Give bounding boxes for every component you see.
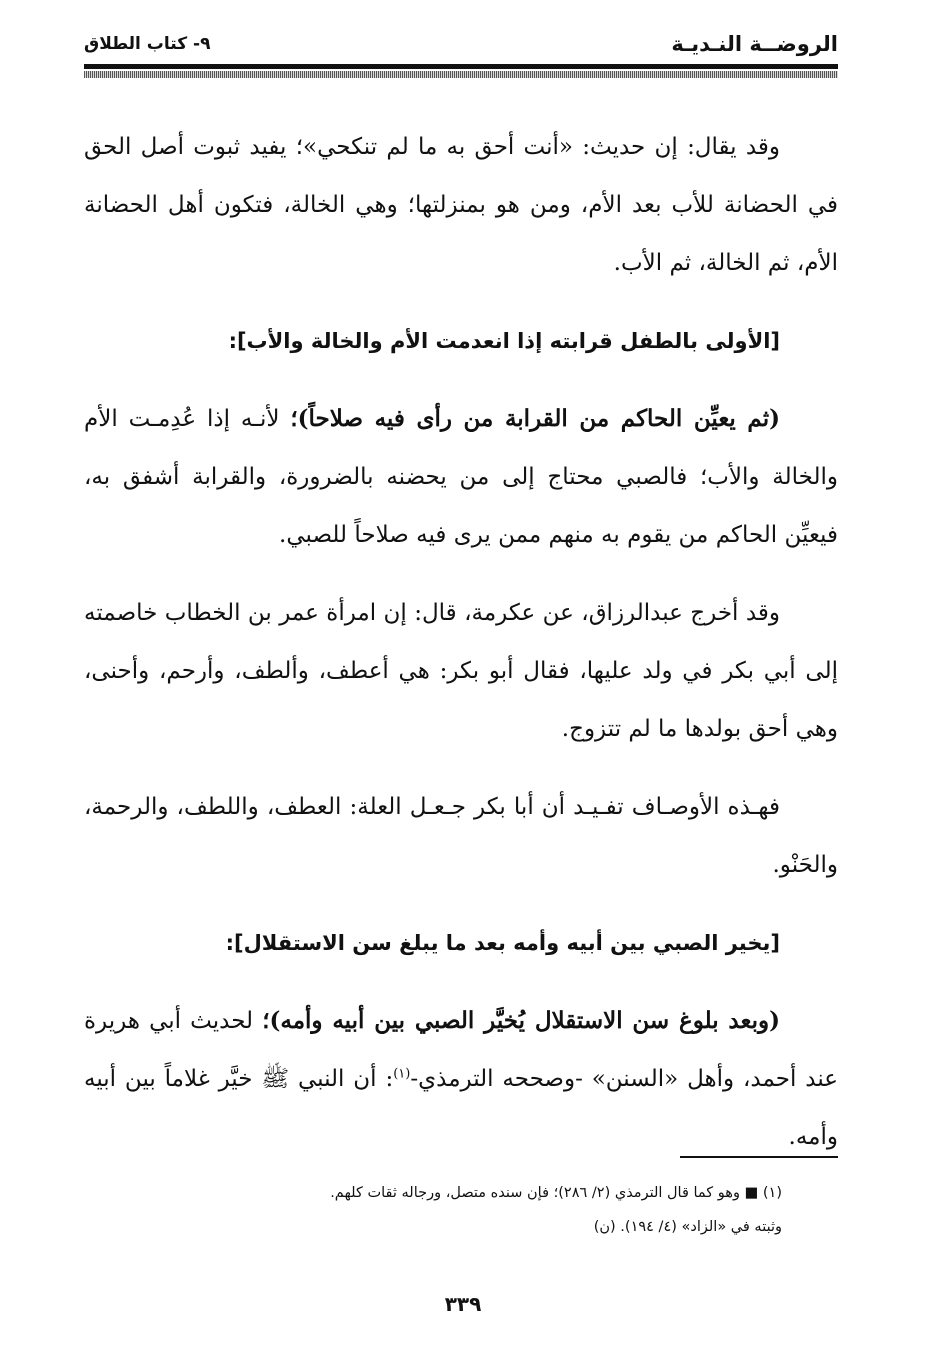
page-number: ٣٣٩ [444, 1292, 482, 1316]
footnote-1-line-2: وثبته في «الزاد» (٤/ ١٩٤). (ن) [593, 1219, 782, 1235]
book-title: الروضــة النـديـة [671, 32, 838, 56]
paragraph-1: وقد يقال: إن حديث: «أنت أحق به ما لم تنكحي»؛ يفيد ثبوت أصل الحق في الحضانة للأب بعد الأم، ومن هو بمنزلتها؛ وهي الخالة، فتكون أهل الحضانة الأم، ثم الخالة، ثم الأب. [84, 134, 838, 276]
paragraph-3: وقد أخرج عبدالرزاق، عن عكرمة، قال: إن امرأة عمر بن الخطاب خاصمته إلى أبي بكر في ولد عليها، فقال أبو بكر: هي أعطف، وألطف، وأرحم، وأحنى، وهي أحق بولدها ما لم تتزوج. [84, 600, 838, 742]
paragraph-5-matn: (وبعد بلوغ سن الاستقلال يُخيَّر الصبي بين أبيه وأمه)؛ [262, 1007, 780, 1034]
section-heading-1: [الأولى بالطفل قرابته إذا انعدمت الأم والخالة والأب]: [228, 329, 780, 353]
paragraph-2 [84, 390, 838, 564]
paragraph-5 [84, 992, 838, 1166]
chapter-title: ٩- كتاب الطلاق [84, 34, 211, 54]
paragraph-5-end: : أن النبي ﷺ خيَّر غلاماً بين أبيه وأمه. [84, 1066, 838, 1150]
main-text [84, 118, 838, 1186]
footnotes [84, 1176, 838, 1244]
header-hatched-rule [84, 71, 838, 78]
paragraph-2-commentary: لأنـه إذا عُدِمـت الأم والخالة والأب؛ فالصبي محتاج إلى من يحضنه بالضرورة، والقرابة أشفق به، فيعيِّن الحاكم من يقوم به منهم ممن يرى فيه صلاحاً للصبي. [84, 406, 838, 548]
footnote-separator [680, 1156, 838, 1158]
paragraph-4: فهـذه الأوصـاف تفـيـد أن أبا بكر جـعـل العلة: العطف، واللطف، والرحمة، والحَنْو. [84, 794, 838, 878]
paragraph-2-matn: (ثم يعيِّن الحاكم من القرابة من رأى فيه صلاحاً)؛ [290, 405, 780, 432]
header-rule [84, 64, 838, 69]
running-header [84, 32, 838, 62]
footnote-1-line-1: (١) ■ وهو كما قال الترمذي (٢/ ٢٨٦)؛ فإن سنده متصل، ورجاله ثقات كلهم. [330, 1185, 782, 1201]
section-heading-2: [يخير الصبي بين أبيه وأمه بعد ما يبلغ سن الاستقلال]: [225, 931, 780, 955]
paragraph-5-commentary: لحديث أبي هريرة عند أحمد، وأهل «السنن» -وصححه الترمذي- [84, 1008, 839, 1092]
footnote-marker[interactable]: (١) [393, 1066, 411, 1082]
